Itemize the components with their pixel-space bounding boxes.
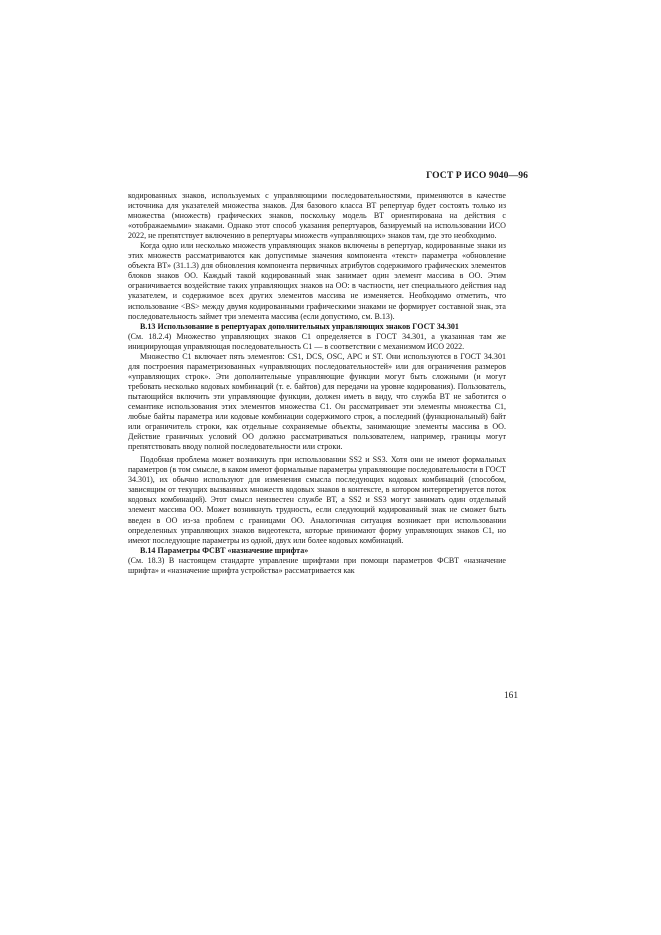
section-heading-b13: В.13 Использование в репертуарах дополнительных управляющих знаков ГОСТ 34.301: [140, 321, 459, 331]
section-heading-b14: В.14 Параметры ФСВТ «назначение шрифта»: [140, 545, 309, 555]
paragraph: [128, 352, 506, 452]
section-b13: [128, 322, 506, 352]
paragraph-text: Множество С1 включает пять элементов: CS1, DCS, OSC, APC и ST. Они используются в ГОСТ 34.301 для построения параметризованных «управляющих последовательностей» или для ограничения размеров «управляющих строк». Эти дополнительные управляющие функции могут быть сложными (и могут требовать несколько кодовых комбинаций (т. е. байтов) для передачи на уровне кодирования). Пользователь, пытающийся включить эти управляющие функции, должен иметь в виду, что служба ВТ не заботится о семантике использования этих элементов множества С1. Он рассматривает эти элементы множества С1, любые байты параметра или кодовые комбинации содержимого строк, а последний (функциональный) байт или ограничитель строки, как отдельные сохраняемые объекты, занимающие элементы массива в ОО. Действие граничных условий ОО должно рассматриваться пользователем, например, границы могут препятствовать вводу полной последовательности или строки.: [128, 351, 506, 452]
paragraph: [128, 241, 506, 321]
paragraph-text: Подобная проблема может возникнуть при использовании SS2 и SS3. Хотя они не имеют формальных параметров (в том смысле, в каком имеют формальные параметры управляющие последовательности в ГОСТ 34.301), их обычно используют для изменения смысла последующих кодовых комбинаций (способом, зависящим от текущих вызванных множеств кодовых знаков в контексте, в котором интерпретируется поток кодовых комбинаций). Этот смысл неизвестен службе ВТ, а SS2 и SS3 могут занимать один отдельный элемент массива ОО. Может возникнуть трудность, если следующий кодированный знак не сможет быть введен в ОО из-за проблем с границами ОО. Аналогичная ситуация возникает при использовании определенных управляющих знаков видеотекста, которые принимают форму управляющих знаков С1, но имеют последующие параметры из одной, двух или более кодовых комбинаций.: [128, 455, 506, 545]
paragraph-text: (См. 18.3) В настоящем стандарте управление шрифтами при помощи параметров ФСВТ «назначение шрифта» и «назначение шрифта устройства» рассматривается как: [128, 555, 506, 575]
paragraph-text: (См. 18.2.4) Множество управляющих знаков С1 определяется в ГОСТ 34.301, а указанная там же инициирующая управляющая последовательность С1 — в соответствии с механизмом ИСО 2022.: [128, 331, 506, 351]
page-number: 161: [503, 691, 518, 701]
paragraph: [128, 455, 506, 545]
paragraph-text: Когда одно или несколько множеств управляющих знаков включены в репертуар, кодированные знаки из этих множеств рассматриваются как допустимые значения компонента «текст» параметра «обновление объекта ВТ» (31.1.3) для обновления компонента первичных атрибутов содержимого графических элементов блоков знаков ОО. Каждый такой кодированный знак занимает один элемент массива в ОО. Этим ограничивается воздействие таких управляющих знаков на ОО: в частности, нет специального действия над указателем, и содержимое всех других элементов массива не изменяется. Необходимо отметить, что использование <BS> между двумя кодированными графическими знаками не формирует составной знак, эта последовательность займет три элемента массива (если допустимо, см. В.13).: [128, 241, 506, 321]
body-text: [128, 191, 506, 576]
standard-header: ГОСТ Р ИСО 9040—96: [426, 170, 528, 181]
paragraph-text: кодированных знаков, используемых с управляющими последовательностями, применяются в качестве источника для указателей множества знаков. Для базового класса ВТ репертуар будет состоять только из множества (множеств) графических знаков, поскольку модель ВТ ориентирована на действия с «отображаемыми» знаками. Однако этот способ указания репертуаров, базируемый на использовании ИСО 2022, не препятствует включению в репертуары множеств «управляющих» знаков там, где это необходимо.: [128, 191, 506, 241]
paragraph-continuation: [128, 191, 506, 241]
section-b14: [128, 546, 506, 576]
